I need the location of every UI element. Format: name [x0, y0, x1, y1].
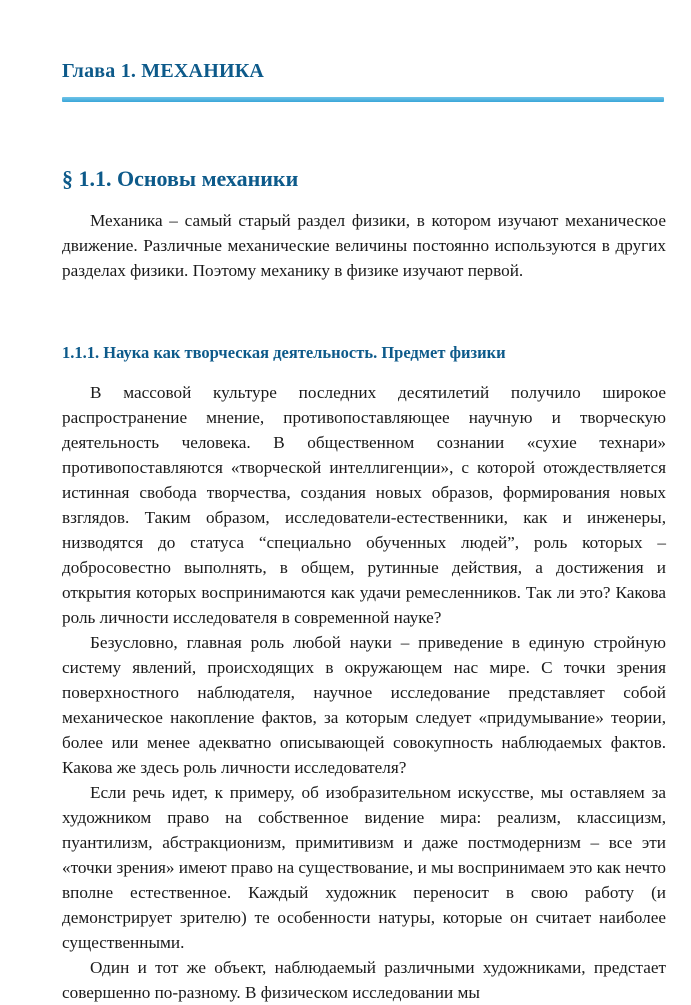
- intro-paragraph: Механика – самый старый раздел физики, в котором изучают механическое движение. Различные механические величины постоянно используются в других разделах физики. Поэтому механику в физике изучают первой.: [62, 211, 666, 280]
- paragraph: Безусловно, главная роль любой науки – приведение в единую стройную систему явлений, происходящих в окружающем нас мире. С точки зрения поверхностного наблюдателя, научное исследование представляет собой механическое накопление фактов, за которым следует «придумывание» теории, более или менее адекватно описывающей совокупность наблюдаемых фактов. Какова же здесь роль личности исследователя?: [62, 633, 666, 777]
- subsection-title: 1.1.1. Наука как творческая деятельность. Предмет физики: [62, 343, 506, 362]
- chapter-title: Глава 1. МЕХАНИКА: [62, 60, 265, 82]
- paragraph: Если речь идет, к примеру, об изобразительном искусстве, мы оставляем за художником право на собственное видение мира: реализм, классицизм, пуантилизм, абстракционизм, примитивизм и даже постмодернизм – все эти «точки зрения» имеют право на существование, и мы воспринимаем это как нечто вполне естественное. Каждый художник переносит в свою работу (и демонстрирует зрителю) те особенности натуры, которые он считает наиболее существенными.: [62, 783, 666, 952]
- paragraph: Один и тот же объект, наблюдаемый различными художниками, предстает совершенно по-разному. В физическом исследовании мы: [62, 958, 666, 1002]
- body-text: [62, 380, 666, 1005]
- paragraph: В массовой культуре последних десятилетий получило широкое распространение мнение, противопоставляющее научную и творческую деятельность человека. В общественном сознании «сухие технари» противопоставляются «творческой интеллигенции», с которой отождествляется истинная свобода творчества, создания новых образов, формирования новых взглядов. Таким образом, исследователи-естественники, как и инженеры, низводятся до статуса “специально обученных людей”, роль которых – добросовестно выполнять, в общем, рутинные действия, а достижения и открытия которых воспринимаются как удачи ремесленников. Так ли это? Какова роль личности исследователя в современной науке?: [62, 383, 666, 627]
- section-title: § 1.1. Основы механики: [62, 166, 299, 191]
- chapter-divider: [62, 97, 664, 102]
